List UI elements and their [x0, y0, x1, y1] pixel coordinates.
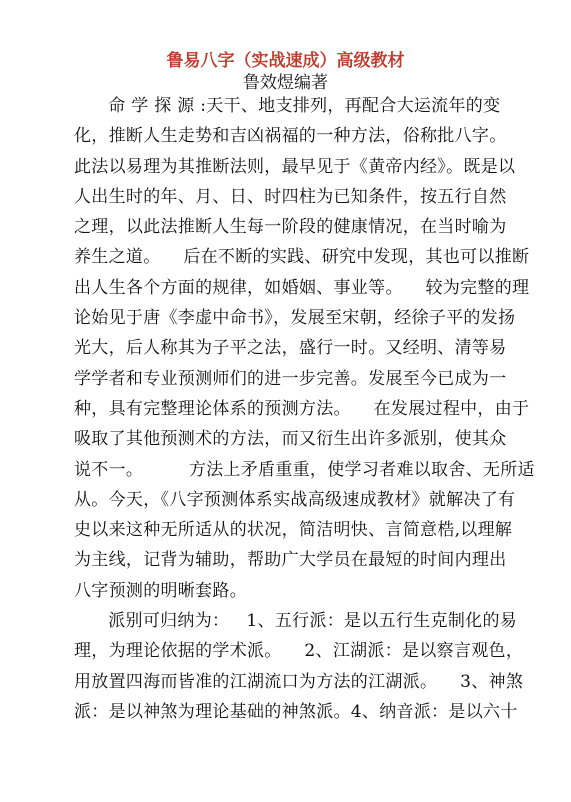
text-line: 养生之道。 后在不断的实践、研究中发现，其也可以推断	[74, 247, 530, 268]
text-line: 化，推断人生走势和吉凶祸福的一种方法，俗称批八字。	[74, 126, 507, 147]
text-line: 理，为理论依据的学术派。 2、江湖派：是以察言观色，	[74, 641, 524, 662]
text-line: 论始见于唐《李虚中命书》，发展至宋朝，经徐子平的发扬	[74, 308, 516, 329]
text-line: 用放置四海而皆准的江湖流口为方法的江湖派。 3、神煞	[74, 671, 524, 692]
text-line: 派别可归纳为： 1、五行派：是以五行生克制化的易	[74, 611, 518, 632]
text-line: 人出生时的年、月、日、时四柱为已知条件，按五行自然	[74, 186, 507, 207]
document-author: 鲁效煜编著	[243, 73, 328, 93]
text-line: 从。今天，《八字预测体系实战高级速成教材》就解决了有	[74, 489, 516, 510]
text-line: 史以来这种无所适从的状况，简洁明快、言简意梏,以理解	[74, 520, 513, 541]
text-line: 之理，以此法推断人生每一阶段的健康情况，在当时喻为	[74, 217, 507, 238]
text-line: 出人生各个方面的规律，如婚姻、事业等。 较为完整的理	[74, 277, 530, 298]
text-line: 光大，后人称其为子平之法，盛行一时。又经明、清等易	[74, 338, 507, 359]
text-line: 种，具有完整理论体系的预测方法。 在发展过程中，由于	[74, 398, 530, 419]
text-line: 八字预测的明晰套路。	[74, 580, 247, 601]
text-line: 学学者和专业预测师们的进一步完善。发展至今已成为一	[74, 368, 507, 389]
text-line: 派：是以神煞为理论基础的神煞派。4、纳音派：是以六十	[74, 701, 518, 722]
body-text	[74, 91, 535, 727]
text-line: 说不一。 方法上矛盾重重，使学习者难以取舍、无所适	[74, 459, 535, 480]
text-line: 为主线，记背为辅助，帮助广大学员在最短的时间内理出	[74, 550, 507, 571]
text-line: 吸取了其他预测术的方法，而又衍生出许多派别，使其众	[74, 429, 507, 450]
text-line: 命 学 探 源 :天干、地支排列，再配合大运流年的变	[74, 96, 501, 116]
document-title: 鲁易八字（实战速成）高级教材	[166, 51, 405, 71]
text-line: 此法以易理为其推断法则，最早见于《黄帝内经》。既是以	[74, 156, 516, 177]
